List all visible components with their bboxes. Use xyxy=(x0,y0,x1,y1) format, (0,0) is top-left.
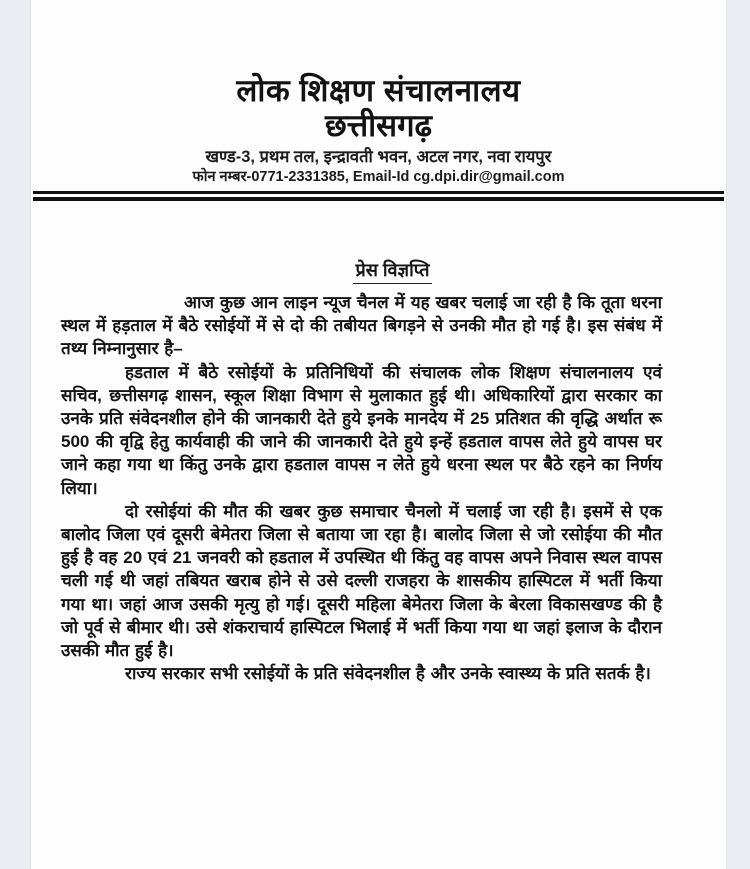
organization-region: छत्तीसगढ़ xyxy=(324,108,433,143)
organization-phone-email: फोन नम्बर-0771-2331385, Email-Id cg.dpi.dir@gmail.com xyxy=(192,169,565,185)
paragraph-3: दो रसोईयां की मौत की खबर कुछ समाचार चैनलो में चलाई जा रही है। इसमें से एक बालोद जिला एवं दूसरी बेमेतरा जिला से बताया जा रहा है। बालोद जिला से जो रसोईया की मौत हुई है वह 20 एवं 21 जनवरी को हडताल में उपस्थित थी किंतु वह वापस अपने निवास स्थल वापस चली गई थी जहां तबियत खराब होने से उसे दल्ली राजहरा के शासकीय हास्पिटल में भर्ती किया गया था। जहां आज उसकी मृत्यु हो गई। दूसरी महिला बेमेतरा जिला के बेरला विकासखण्ड की है जो पूर्व से बीमार थी। उसे शंकराचार्य हास्पिटल भिलाई में भर्ती किया गया था जहां इलाज के दौरान उसकी मौत हुई है। xyxy=(61,501,662,661)
organization-name: लोक शिक्षण संचालनालय xyxy=(236,73,521,108)
press-release-body xyxy=(61,291,662,685)
organization-address: खण्ड-3, प्रथम तल, इन्द्रावती भवन, अटल नगर, नवा रायपुर xyxy=(205,148,552,166)
letterhead xyxy=(31,0,726,201)
paragraph-4: राज्य सरकार सभी रसोईयों के प्रति संवेदनशील है और उनके स्वास्थ्य के प्रति सतर्क है। xyxy=(125,664,651,684)
letterhead-divider-rule xyxy=(33,191,724,201)
document-page xyxy=(30,0,727,869)
press-release-title-row xyxy=(31,258,726,284)
paragraph-1: आज कुछ आन लाइन न्यूज चैनल में यह खबर चलाई जा रही है कि तूता धरना स्थल में हड़ताल में बैठे रसोईयों में से दो की तबीयत बिगड़ने से उनकी मौत हो गई है। इस संबंध में तथ्य निम्नानुसार है– xyxy=(61,293,662,359)
press-release-title: प्रेस विज्ञप्ति xyxy=(353,258,431,284)
paragraph-2: हडताल में बैठे रसोईयों के प्रतिनिधियों की संचालक लोक शिक्षण संचालनालय एवं सचिव, छत्तीसगढ़ शासन, स्कूल शिक्षा विभाग से मुलाकात हुई थी। अधिकारियों द्वारा सरकार का उनके प्रति संवेदनशील होने की जानकारी देते हुये इनके मानदेय में 25 प्रतिशत की वृद्धि अर्थात रू 500 की वृद्वि हेतु कार्यवाही की जाने की जानकारी देते हुये इन्हें हडताल वापस लेते हुये वापस घर जाने कहा गया था किंतु उनके द्वारा हडताल वापस न लेते हुये धरना स्थल पर बैठे रहने का निर्णय लिया। xyxy=(61,362,662,498)
